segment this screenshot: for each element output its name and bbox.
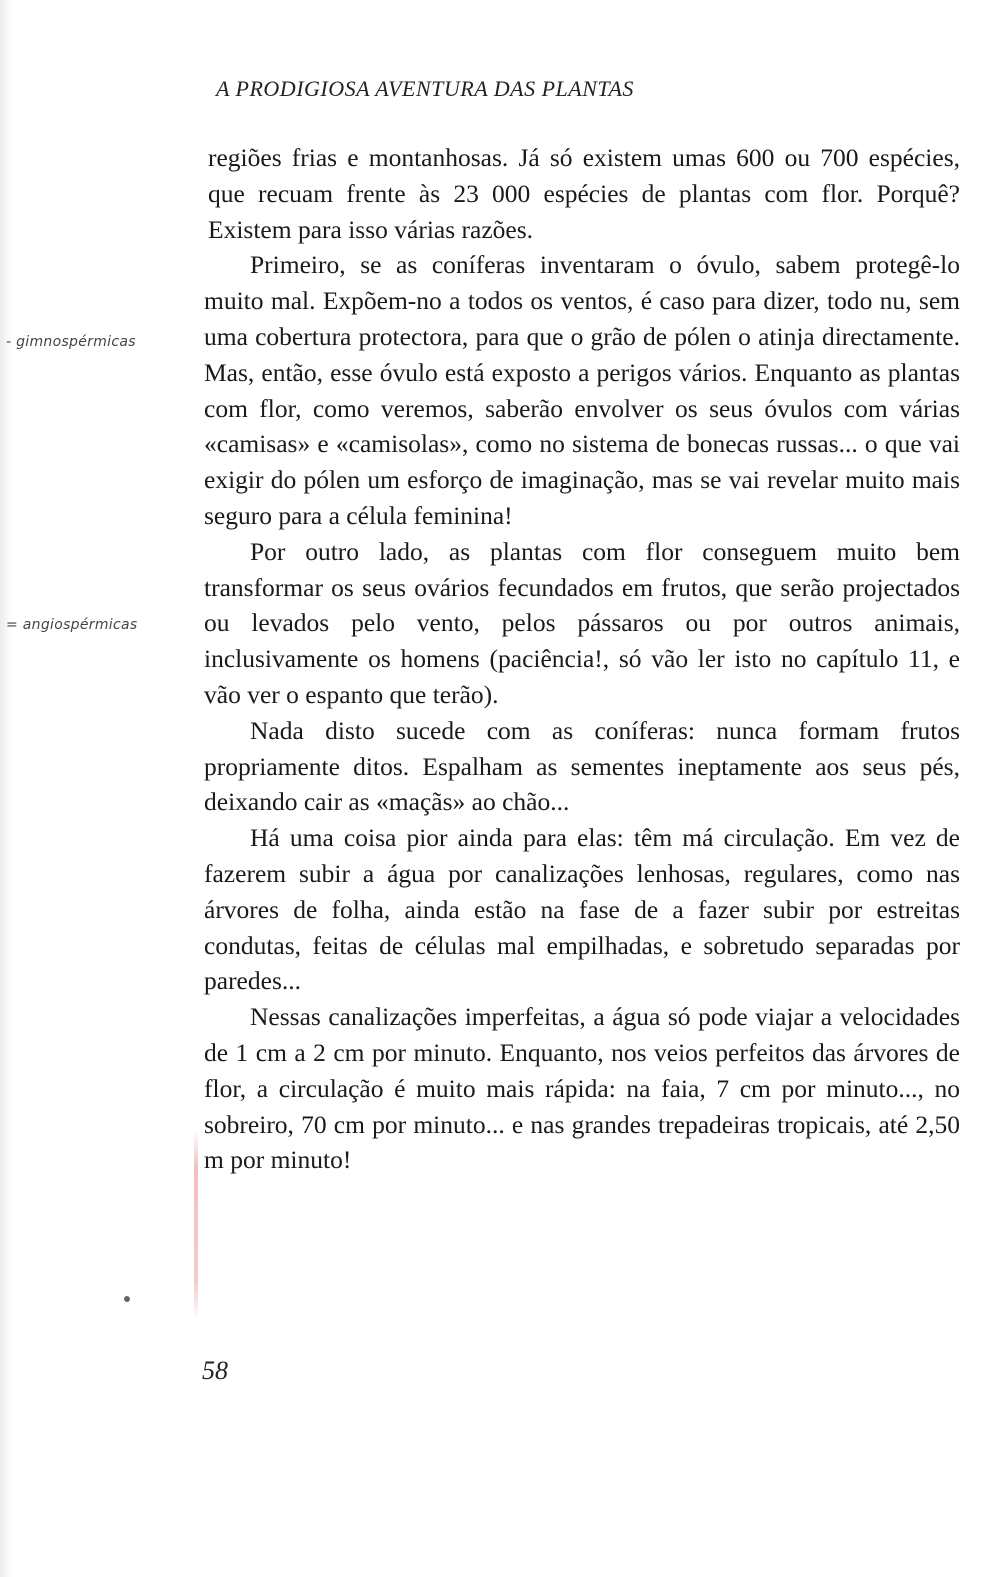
body-text [204,140,960,1178]
paragraph-3: Por outro lado, as plantas com flor conseguem muito bem transformar os seus ovários fecundados em frutos, que serão projectados ou levados pelo vento, pelos pássaros ou por outros animais, inclusivamente os homens (paciência!, só vão ler isto no capítulo 11, e vão ver o espanto que terão). [204,536,960,709]
running-head-title: A PRODIGIOSA AVENTURA DAS PLANTAS [216,76,634,101]
paragraph-5: Há uma coisa pior ainda para elas: têm má circulação. Em vez de fazerem subir a água por canalizações lenhosas, regulares, como nas árvores de folha, ainda estão na fase de a fazer subir por estreitas condutas, feitas de células mal empilhadas, e sobretudo separadas por paredes... [204,823,960,996]
page-number: 58 [202,1356,228,1385]
paragraph-1: regiões frias e montanhosas. Já só existem umas 600 ou 700 espécies, que recuam frente às 23 000 espécies de plantas com flor. Porquê? Existem para isso várias razões. [208,143,960,244]
handwritten-margin-note-gymnosperms: - gimnospérmicas [6,334,136,350]
paragraph-2: Primeiro, se as coníferas inventaram o óvulo, sabem protegê-lo muito mal. Expõem-no a todos os ventos, é caso para dizer, todo nu, sem uma cobertura protectora, para que o grão de pólen o atinja directamente. Mas, então, esse óvulo está exposto a perigos vários. Enquanto as plantas com flor, como veremos, saberão envolver os seus óvulos com várias «camisas» e «camisolas», como no sistema de bonecas russas... o que vai exigir do pólen um esforço de imaginação, mas se vai revelar muito mais seguro para a célula feminina! [204,250,960,530]
handwritten-margin-note-angiosperms: = angiospérmicas [6,617,138,633]
margin-dot-mark [124,1296,130,1302]
paragraph-4: Nada disto sucede com as coníferas: nunca formam frutos propriamente ditos. Espalham as sementes ineptamente aos seus pés, deixando cair as «maçãs» ao chão... [204,715,960,817]
pink-highlight-mark [194,1130,198,1320]
paragraph-6: Nessas canalizações imperfeitas, a água só pode viajar a velocidades de 1 cm a 2 cm por minuto. Enquanto, nos veios perfeitos das árvores de flor, a circulação é muito mais rápida: na faia, 7 cm por minuto..., no sobreiro, 70 cm por minuto... e nas grandes trepadeiras tropicais, até 2,50 m por minuto! [204,1002,960,1175]
